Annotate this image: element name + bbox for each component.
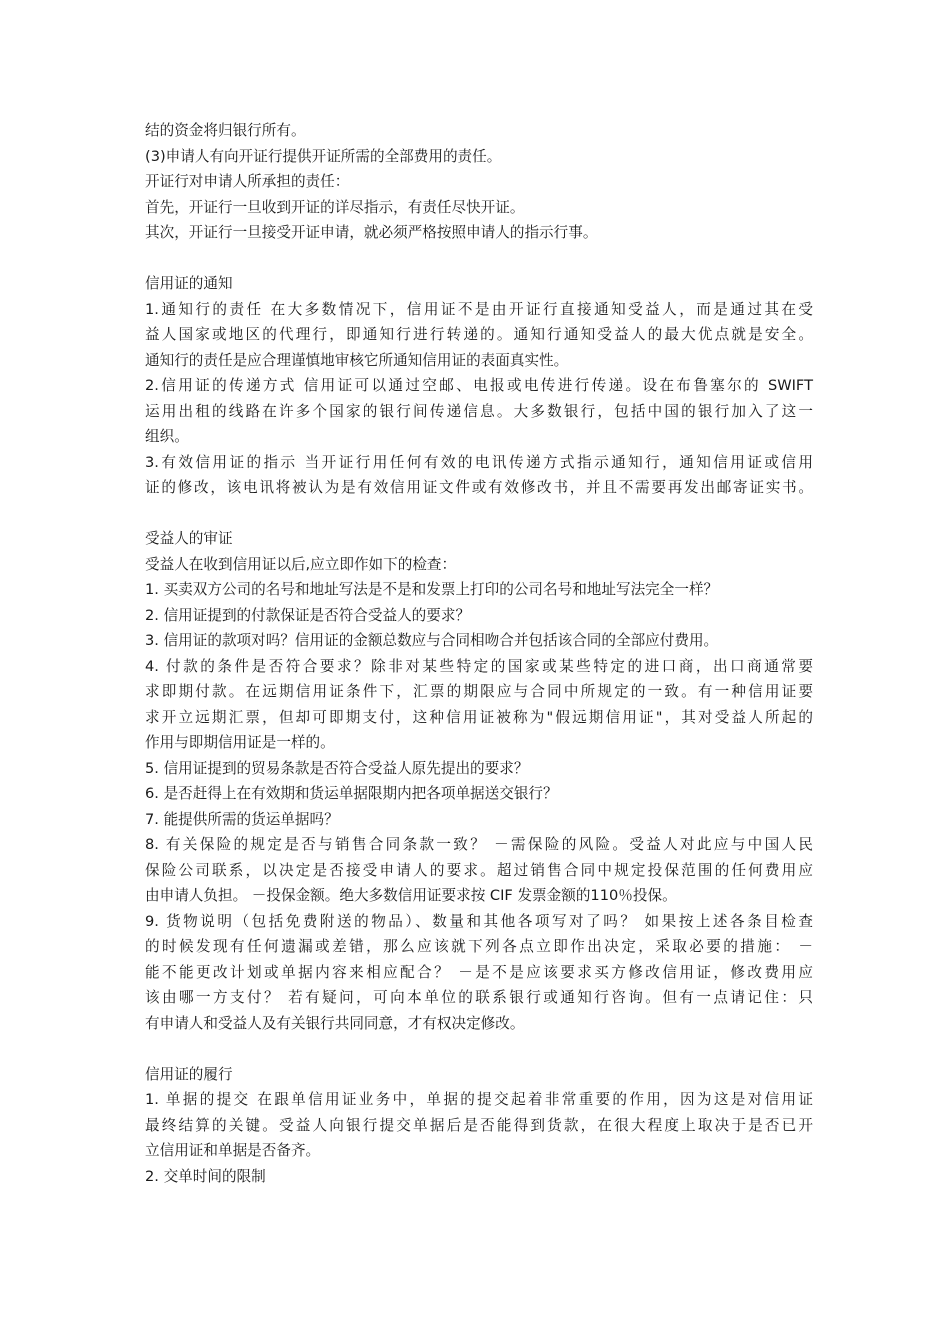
- document-page: [145, 118, 813, 1189]
- text-section: [145, 118, 813, 246]
- paragraph-gap: [145, 1036, 813, 1062]
- text-line: 1.通知行的责任 在大多数情况下，信用证不是由开证行直接通知受益人，而是通过其在受: [145, 300, 813, 318]
- text-line: 1. 买卖双方公司的名号和地址写法是不是和发票上打印的公司名号和地址写法完全一样？: [145, 581, 719, 598]
- text-line: 立信用证和单据是否备齐。: [145, 1142, 321, 1159]
- text-line: 8. 有关保险的规定是否与销售合同条款一致？ －需保险的风险。受益人对此应与中国人民: [145, 836, 813, 853]
- text-line: 受益人在收到信用证以后,应立即作如下的检查：: [145, 555, 457, 573]
- text-section: [145, 526, 813, 1036]
- paragraph-gap: [145, 246, 813, 272]
- text-line: 其次，开证行一旦接受开证申请，就必须严格按照申请人的指示行事。: [145, 224, 598, 241]
- text-line: 作用与即期信用证是一样的。: [145, 734, 335, 751]
- text-line: 该由哪一方支付？ 若有疑问，可向本单位的联系银行或通知行咨询。但有一点请记住：只: [145, 989, 813, 1006]
- text-line: 1. 单据的提交 在跟单信用证业务中，单据的提交起着非常重要的作用，因为这是对信用证: [145, 1091, 813, 1108]
- text-line: 5. 信用证提到的贸易条款是否符合受益人原先提出的要求？: [145, 759, 529, 777]
- text-line: 的时候发现有任何遗漏或差错，那么应该就下列各点立即作出决定，采取必要的措施： －: [145, 938, 813, 955]
- text-section: [145, 1062, 813, 1190]
- text-line: 7. 能提供所需的货运单据吗？: [145, 810, 339, 828]
- text-line: 结的资金将归银行所有。: [145, 122, 306, 139]
- paragraph-gap: [145, 501, 813, 527]
- text-line: 2.信用证的传递方式 信用证可以通过空邮、电报或电传进行传递。设在布鲁塞尔的 SWIFT: [145, 377, 813, 394]
- text-line: 开证行对申请人所承担的责任：: [145, 173, 350, 190]
- text-line: 3. 信用证的款项对吗？信用证的金额总数应与合同相吻合并包括该合同的全部应付费用。: [145, 632, 719, 649]
- text-line: 求开立远期汇票，但却可即期支付，这种信用证被称为"假远期信用证"，其对受益人所起的: [145, 708, 813, 726]
- text-line: (3)申请人有向开证行提供开证所需的全部费用的责任。: [145, 147, 502, 165]
- text-line: 9. 货物说明（包括免费附送的物品）、数量和其他各项写对了吗？ 如果按上述各条目检查: [145, 912, 813, 930]
- text-line: 2. 交单时间的限制: [145, 1167, 266, 1185]
- text-line: 6. 是否赶得上在有效期和货运单据限期内把各项单据送交银行？: [145, 785, 558, 802]
- text-line: 组织。: [145, 428, 189, 445]
- text-line: 证的修改，该电讯将被认为是有效信用证文件或有效修改书，并且不需要再发出邮寄证实书。: [145, 479, 813, 496]
- section-heading-line: 信用证的履行: [145, 1065, 233, 1083]
- text-section: [145, 271, 813, 501]
- text-line: 3.有效信用证的指示 当开证行用任何有效的电讯传递方式指示通知行，通知信用证或信用: [145, 453, 813, 471]
- text-line: 运用出租的线路在许多个国家的银行间传递信息。大多数银行，包括中国的银行加入了这一: [145, 402, 813, 420]
- text-line: 能不能更改计划或单据内容来相应配合？ －是不是应该要求买方修改信用证，修改费用应: [145, 963, 813, 981]
- text-line: 最终结算的关键。受益人向银行提交单据后是否能得到货款，在很大程度上取决于是否已开: [145, 1116, 813, 1134]
- text-line: 2. 信用证提到的付款保证是否符合受益人的要求？: [145, 606, 471, 624]
- text-line: 由申请人负担。 －投保金额。绝大多数信用证要求按 CIF 发票金额的110％投保。: [145, 887, 677, 904]
- section-heading-line: 信用证的通知: [145, 275, 233, 292]
- section-heading-line: 受益人的审证: [145, 530, 233, 547]
- text-line: 有申请人和受益人及有关银行共同同意，才有权决定修改。: [145, 1014, 525, 1032]
- text-line: 求即期付款。在远期信用证条件下，汇票的期限应与合同中所规定的一致。有一种信用证要: [145, 683, 813, 700]
- text-line: 首先，开证行一旦收到开证的详尽指示，有责任尽快开证。: [145, 198, 525, 216]
- text-line: 保险公司联系，以决定是否接受申请人的要求。超过销售合同中规定投保范围的任何费用应: [145, 861, 813, 879]
- text-line: 益人国家或地区的代理行，即通知行进行转递的。通知行通知受益人的最大优点就是安全。: [145, 326, 813, 343]
- text-line: 通知行的责任是应合理谨慎地审核它所通知信用证的表面真实性。: [145, 351, 569, 369]
- text-line: 4. 付款的条件是否符合要求？除非对某些特定的国家或某些特定的进口商，出口商通常要: [145, 657, 813, 675]
